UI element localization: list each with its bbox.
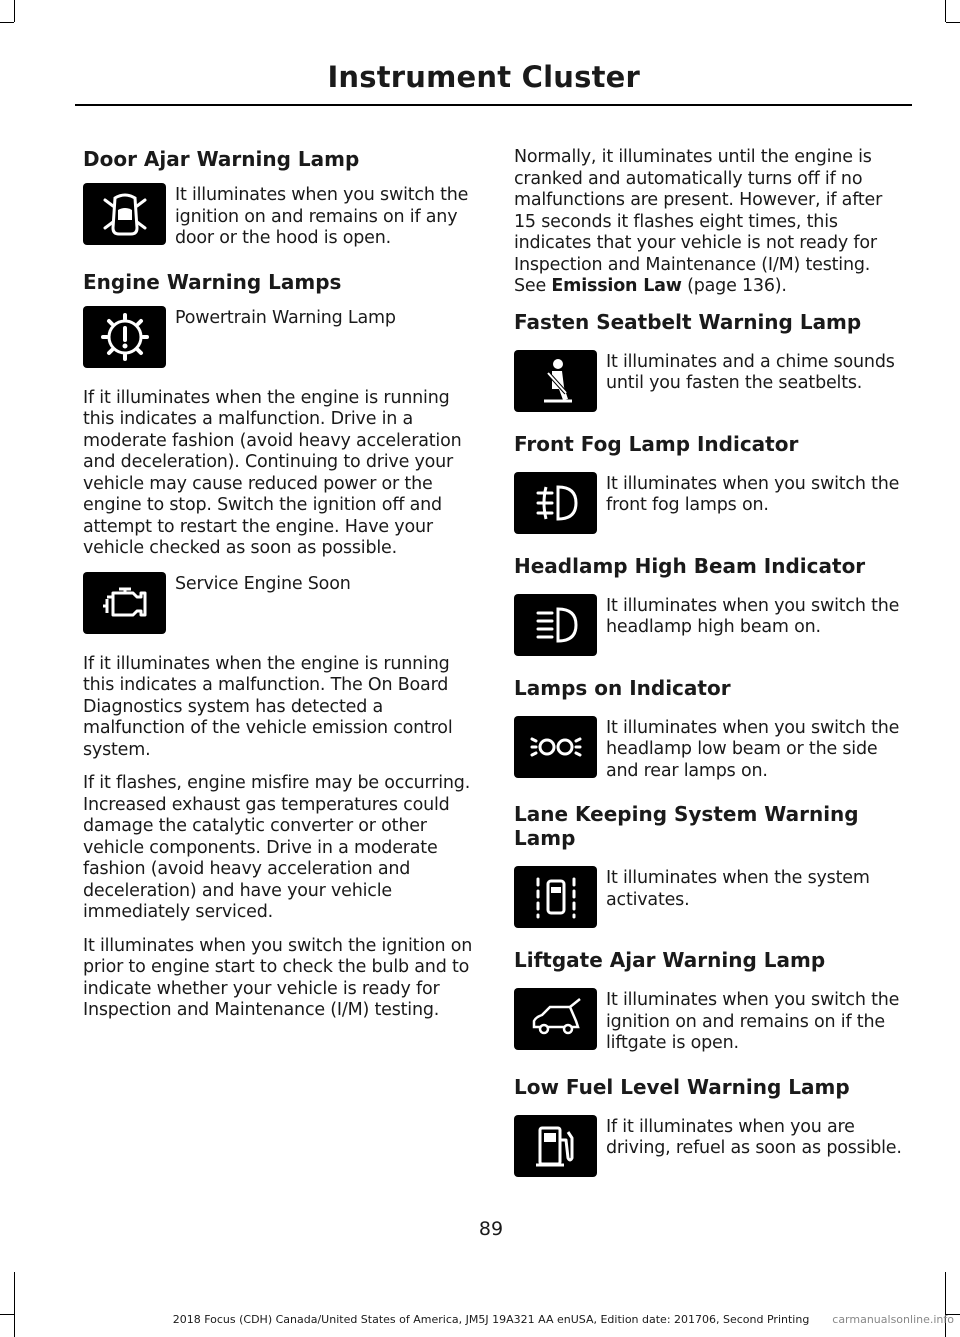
liftgate-ajar-icon (514, 988, 597, 1050)
crop-mark (946, 22, 960, 23)
fuel-text: If it illuminates when you are driving, refuel as soon as possible. (606, 1116, 902, 1158)
liftgate-heading: Liftgate Ajar Warning Lamp (514, 948, 826, 972)
emission-law-link[interactable]: Emission Law (551, 276, 682, 296)
powertrain-text: Powertrain Warning Lamp (175, 307, 396, 328)
service-engine-description-1: If it illuminates when the engine is running this indicates a malfunction. The On Board Diagnostics system has detected a malfunction of the vehicle emission control system. (83, 653, 453, 760)
high-beam-row (514, 594, 907, 656)
door-ajar-icon (83, 183, 166, 245)
front-fog-lamp-icon (514, 472, 597, 534)
fog-heading: Front Fog Lamp Indicator (514, 431, 799, 456)
high-beam-icon (514, 594, 597, 656)
door-ajar-text: It illuminates when you switch the ignition on and remains on if any door or the hood is open. (175, 185, 469, 248)
service-engine-row (83, 572, 475, 634)
fog-text: It illuminates when you switch the front fog lamps on. (606, 473, 900, 515)
powertrain-row (83, 306, 475, 368)
door-ajar-heading: Door Ajar Warning Lamp (83, 147, 360, 171)
emission-intro: Normally, it illuminates until the engine is cranked and automatically turns off if no malfunctions are present. However, if after 15 seconds it flashes eight times, this indicates that your vehicle is not ready for Inspection and Maintenance (I/M) testing. See Emission Law (page 136). (514, 147, 883, 296)
low-fuel-icon (514, 1115, 597, 1177)
lane-keeping-icon (514, 866, 597, 928)
lane-text: It illuminates when the system activates. (606, 868, 870, 910)
liftgate-row (514, 988, 907, 1055)
page-number: 89 (478, 1218, 504, 1240)
seatbelt-heading: Fasten Seatbelt Warning Lamp (514, 309, 862, 334)
crop-mark (14, 0, 15, 22)
crop-mark (14, 1272, 15, 1337)
fuel-row (514, 1115, 907, 1177)
lamps-on-row (514, 716, 907, 783)
liftgate-text: It illuminates when you switch the ignition on and remains on if the liftgate is open. (606, 990, 900, 1053)
lamps-on-heading: Lamps on Indicator (514, 675, 731, 700)
right-column (514, 147, 907, 1197)
watermark: carmanualsonline.info (832, 1313, 954, 1326)
fog-row (514, 472, 907, 534)
service-engine-text: Service Engine Soon (175, 573, 351, 594)
lamps-on-text: It illuminates when you switch the headlamp low beam or the side and rear lamps on. (606, 717, 900, 781)
seatbelt-icon (514, 350, 597, 412)
engine-heading: Engine Warning Lamps (83, 269, 342, 294)
door-ajar-row (83, 183, 475, 250)
fuel-heading: Low Fuel Level Warning Lamp (514, 1074, 850, 1099)
page-title: Instrument Cluster (327, 60, 640, 94)
high-beam-heading: Headlamp High Beam Indicator (514, 553, 866, 578)
powertrain-warning-icon (83, 306, 166, 368)
high-beam-text: It illuminates when you switch the headlamp high beam on. (606, 595, 900, 637)
seatbelt-row (514, 350, 907, 412)
lane-row (514, 866, 907, 928)
seatbelt-text: It illuminates and a chime sounds until you fasten the seatbelts. (606, 351, 895, 393)
crop-mark (945, 1272, 946, 1337)
service-engine-description-3: It illuminates when you switch the ignition on prior to engine start to check the bulb and to indicate whether your vehicle is ready for Inspection and Maintenance (I/M) testing. (83, 935, 473, 1020)
footer-text: 2018 Focus (CDH) Canada/United States of America, JM5J 19A321 AA enUSA, Edition date: 201706, Second Printing (172, 1313, 810, 1326)
service-engine-description-2: If it flashes, engine misfire may be occurring. Increased exhaust gas temperatures could damage the catalytic converter or other vehicle components. Drive in a moderate fashion (avoid heavy acceleration and deceleration) and have your vehicle immediately serviced. (83, 773, 471, 922)
side-lamps-icon (514, 716, 597, 778)
left-column (83, 147, 475, 1034)
header-rule (75, 104, 912, 106)
crop-mark (0, 22, 14, 23)
crop-mark (945, 0, 946, 22)
check-engine-icon (83, 572, 166, 634)
powertrain-description: If it illuminates when the engine is running this indicates a malfunction. Drive in a moderate fashion (avoid heavy acceleration and deceleration). Continuing to drive your vehicle may cause reduced power or the engine to stop. Switch the ignition off and attempt to restart the engine. Have your vehicle checked as soon as possible. (83, 387, 462, 558)
lane-heading: Lane Keeping System Warning Lamp (514, 802, 859, 850)
